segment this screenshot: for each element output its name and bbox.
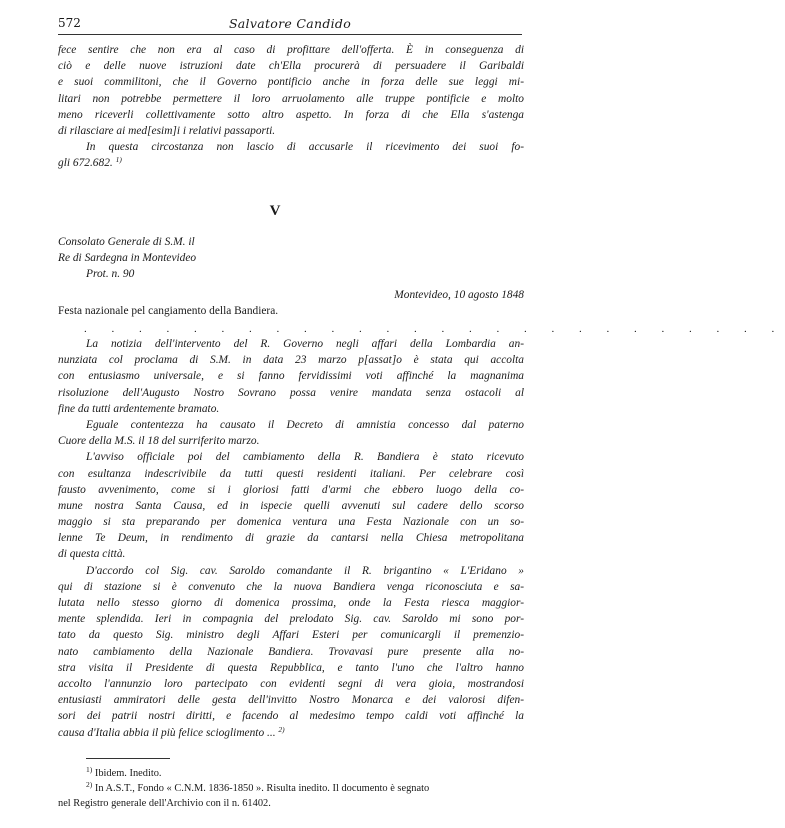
text-line: fausto avvenimento, come si i gloriosi fatti d'armi che ebbero luogo della co- [58, 483, 524, 496]
dateline [58, 287, 524, 319]
letter-body [58, 336, 524, 741]
text-line: tato da questo Sig. ministro degli Affari Esteri per comunicargli il premenzio- [58, 629, 524, 642]
text-fragment: gli 672.682. [58, 157, 113, 170]
text-line: In questa circostanza non lascio di accusarle il ricevimento dei suoi fo- [86, 141, 524, 154]
text-line: e suoi commilitoni, che il Governo pontificio anche in forza delle sue leggi mi- [58, 76, 524, 89]
section-numeral: V [269, 203, 281, 219]
text-line: accolto l'annunzio loro partecipato con evidenti segni di vera gioia, mostrandosi [58, 677, 524, 690]
protocol-number: Prot. n. 90 [86, 268, 135, 281]
text-line: di questa città. [58, 548, 126, 561]
footnote-mark: 1) [86, 765, 93, 774]
date-place: Montevideo, [394, 289, 451, 301]
footnote-ref: 1) [115, 155, 122, 165]
text-line: fece sentire che non era al caso di profittare dell'offerta. È in conseguenza di [58, 44, 524, 56]
footnote-1 [58, 766, 524, 781]
text-line: lutata nello stesso giorno di domenica prossima, onde la Festa riesca maggior- [58, 597, 524, 610]
text-line: ciò e delle nuove istruzioni date ch'Ella procurerà di persuadere il Garibaldi [58, 60, 524, 73]
text-line: La notizia dell'intervento del R. Governo negli affari della Lombardia an- [86, 338, 524, 350]
text-line: sori dei patrii nostri diritti, e facendo al medesimo tempo caldi voti affinché la [58, 710, 524, 723]
text-line: mune nostra Santa Causa, ed in ispecie quelli avvenuti sul cadere dello scorso [58, 499, 524, 512]
text-line: con esultanza indescrivibile da tutti questi residenti italiani. Per celebrare così [58, 467, 524, 480]
footnote-text: In A.S.T., Fondo « C.N.M. 1836-1850 ». Risulta inedito. Il documento è segnato [94, 783, 430, 794]
text-line: lenne Te Deum, in rendimento di grazie da cantarsi nella Chiesa metropolitana [58, 532, 524, 545]
text-line [58, 155, 524, 171]
ellipsis-dots [84, 322, 785, 336]
text-line: meno riceverli collettivamente sotto altro aspetto. In forza di che Ella s'astenga [58, 108, 524, 121]
footnote-2-continued: nel Registro generale dell'Archivio con il n. 61402. [58, 798, 271, 809]
text-fragment: causa d'Italia abbia il più felice scioglimento ... [58, 726, 276, 739]
footnote-text: Ibidem. Inedito. [94, 768, 162, 779]
text-line: risoluzione dell'Augusto Nostro Sovrano possa venire mandata senza ostacoli al [58, 386, 524, 399]
page-number: 572 [58, 16, 81, 30]
footnote-2 [58, 781, 524, 796]
text-line: nato cambiamento della Nazionale Bandiera. Trovavasi pure presente alla no- [58, 645, 524, 658]
text-line: D'accordo col Sig. cav. Saroldo comandante il R. brigantino « L'Eridano » [86, 564, 524, 577]
text-line: Eguale contentezza ha causato il Decreto di amnistia concesso dal paterno [86, 418, 524, 431]
footnote-mark: 2) [86, 780, 93, 789]
date-line [58, 287, 524, 303]
text-line: con entusiasmo universale, e si fanno fervidissimi voti affinché la magnanima [58, 370, 524, 383]
text-line: mente splendida. Ieri in compagnia del prelodato Sig. cav. Saroldo mi sono por- [58, 613, 524, 626]
text-line: Cuore della M.S. il 18 del surriferito marzo. [58, 435, 260, 448]
subject-line: Festa nazionale pel cangiamento della Bandiera. [58, 305, 279, 318]
text-line: L'avviso officiale poi del cambiamento della R. Bandiera è stato ricevuto [86, 451, 524, 464]
text-line [58, 725, 524, 741]
dots-row: . . . . . . . . . . . . . . . . . . . . . . . . . . [84, 323, 785, 335]
letterhead-line: Re di Sardegna in Montevideo [58, 252, 197, 265]
text-line: fine da tutti ardentemente bramato. [58, 402, 220, 415]
letterhead [58, 234, 524, 283]
page-header [58, 14, 522, 35]
footnotes [58, 766, 524, 811]
date-value: 10 agosto 1848 [453, 289, 524, 301]
text-line: entusiasti ammiratori delle gesta dell'invitto Nostro Monarca e dei valorosi difen- [58, 694, 524, 707]
running-title: Salvatore Candido [228, 16, 352, 31]
text-line: stra visita il Presidente di questa Repubblica, e tanto l'uno che l'altro hanno [58, 661, 524, 674]
footnote-divider [86, 758, 170, 759]
text-line: di rilasciare ai med[esim]i i relativi passaporti. [58, 124, 276, 137]
text-line: litari non potrebbe permettere il loro arruolamento alle truppe pontificie e molto [58, 92, 524, 105]
intro-paragraph [58, 42, 524, 172]
footnote-ref: 2) [278, 724, 285, 734]
text-line: nunziata col proclama di S.M. in data 23 marzo p[assat]o è stata qui accolta [58, 354, 524, 367]
text-line: maggio si sta preparando per domenica ventura una Festa Nazionale con un so- [58, 516, 524, 529]
text-line: qui di stazione si è convenuto che la nuova Bandiera venga riconosciuta e sa- [58, 580, 524, 593]
letterhead-line: Consolato Generale di S.M. il [58, 236, 195, 248]
